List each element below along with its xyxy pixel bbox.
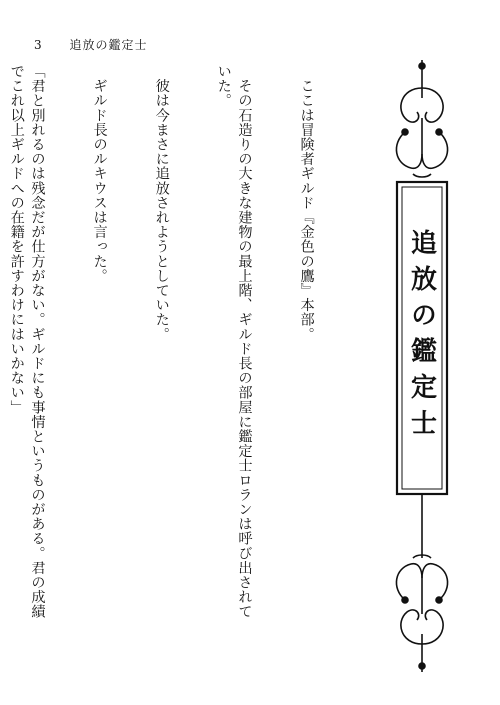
running-title: 追放の鑑定士 bbox=[69, 38, 148, 52]
page-number: 3 bbox=[34, 38, 43, 52]
chapter-title bbox=[399, 184, 445, 490]
paragraph: 「君と別れるのは残念だが仕方がない。ギルドにも事情というものがある。君の成績でこれ以上ギルドへの在籍を許すわけにはいかない」 bbox=[8, 64, 46, 619]
paragraph: ここは冒険者ギルド『金色の鷹』本部。 bbox=[298, 64, 315, 342]
chapter-title-text: 追放の鑑定士 bbox=[406, 229, 437, 445]
body-text bbox=[8, 64, 358, 624]
paragraph: ギルド長のルキウスは言った。 bbox=[91, 64, 108, 283]
page-header bbox=[34, 36, 147, 53]
paragraph: 彼は今まさに追放されようとしていた。 bbox=[153, 64, 170, 342]
paragraph: その石造りの大きな建物の最上階、ギルド長の部屋に鑑定士ロランは呼び出されていた。 bbox=[215, 64, 253, 619]
